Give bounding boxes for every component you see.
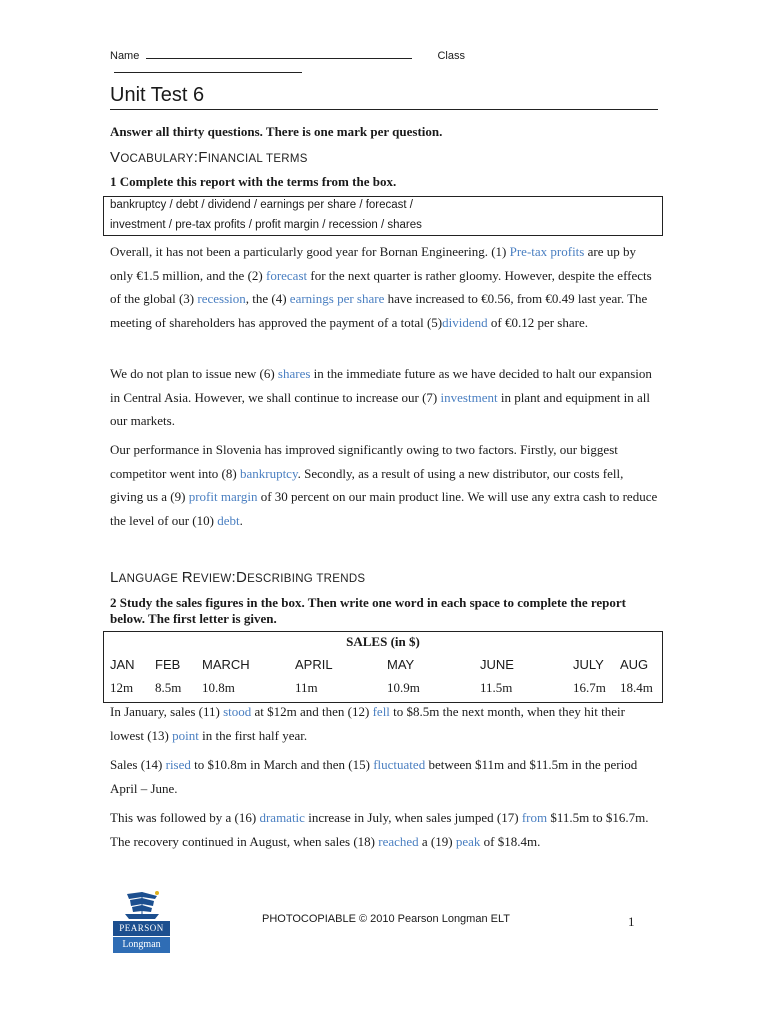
answer-3[interactable]: recession	[197, 291, 246, 306]
name-label: Name	[110, 50, 140, 62]
section1-task: 1 Complete this report with the terms from the box.	[110, 174, 397, 189]
ship-icon	[113, 890, 170, 920]
section1-heading: VOCABULARY:FINANCIAL TERMS	[110, 149, 308, 166]
answer-10[interactable]: debt	[217, 512, 240, 528]
sales-months-row	[110, 653, 658, 676]
logo-pearson-word: PEARSON	[113, 921, 170, 936]
sales-values-row	[110, 676, 658, 699]
report-paragraph-1: Overall, it has not been a particularly good year for Bornan Engineering. (1) Pre-tax profits are up by only €1.5 million, and the (2) forecast for the next quarter is rather gloomy. However, despite the effects of the global (3) recession, the (4) earnings per share have increased to €0.56, from €0.49 last year. The meeting of shareholders has approved the payment of a total (5)dividend of €0.12 per share.	[110, 244, 652, 330]
value-cell: 11.5m	[480, 679, 513, 695]
month-cell: JULY	[573, 657, 604, 672]
section2-task: 2 Study the sales figures in the box. Then write one word in each space to complete the report below. The first letter is given.	[110, 595, 627, 626]
trend-paragraph-1: In January, sales (11) stood at $12m and then (12) fell to $8.5m the next month, when they hit their lowest (13) point in the first half year.	[110, 704, 625, 743]
answer-13[interactable]: point	[172, 727, 199, 743]
month-cell: MAY	[387, 657, 415, 672]
month-cell: MARCH	[202, 657, 250, 672]
answer-2[interactable]: forecast	[265, 267, 308, 283]
answer-5[interactable]: dividend	[442, 314, 488, 330]
report-paragraph-3: Our performance in Slovenia has improved significantly owing to two factors. Firstly, our biggest competitor went into (8) bankruptcy. Secondly, as a result of using a new distributor, our costs fell, giving us a (9) profit margin of 30 percent on our main product line. We will use any extra cash to reduce the level of our (10) debt.	[110, 442, 658, 528]
sales-table-title: SALES (in $)	[346, 634, 420, 649]
name-field[interactable]	[146, 48, 412, 59]
value-cell: 10.8m	[202, 679, 235, 695]
answer-18[interactable]: reached	[378, 833, 419, 849]
answer-19[interactable]: peak	[455, 833, 481, 849]
trend-paragraph-2: Sales (14) rised to $10.8m in March and then (15) fluctuated between $11m and $11.5m in the period April – June.	[110, 757, 638, 796]
month-cell: JUNE	[480, 657, 514, 672]
title-rule	[110, 109, 658, 110]
class-field[interactable]	[114, 62, 302, 73]
logo-longman-word: Longman	[113, 937, 170, 953]
pearson-longman-logo	[113, 890, 170, 954]
instructions: Answer all thirty questions. There is one mark per question.	[110, 124, 443, 139]
copyright-notice: PHOTOCOPIABLE © 2010 Pearson Longman ELT	[262, 913, 510, 925]
month-cell: AUG	[620, 657, 649, 672]
trend-paragraph-3: This was followed by a (16) dramatic increase in July, when sales jumped (17) from $11.5m to $16.7m. The recovery continued in August, when sales (18) reached a (19) peak of $18.4m.	[110, 810, 649, 849]
value-cell: 18.4m	[620, 679, 653, 695]
page-title: Unit Test 6	[110, 84, 205, 106]
report-paragraph-2: We do not plan to issue new (6) shares in the immediate future as we have decided to halt our expansion in Central Asia. However, we shall continue to increase our (7) investment in plant and equipment in all our markets.	[110, 366, 652, 428]
answer-6[interactable]: shares	[277, 366, 311, 381]
value-cell: 11m	[295, 679, 318, 695]
answer-4[interactable]: earnings per share	[289, 291, 385, 306]
month-cell: FEB	[155, 657, 181, 672]
section2-heading: LANGUAGE REVIEW:DESCRIBING TRENDS	[110, 569, 366, 586]
sales-table	[110, 653, 658, 699]
value-cell: 16.7m	[573, 679, 606, 695]
value-cell: 8.5m	[155, 679, 182, 695]
word-box-line-2: investment / pre-tax profits / profit margin / recession / shares	[110, 219, 422, 231]
answer-1[interactable]: Pre-tax profits	[509, 244, 585, 259]
answer-15[interactable]: fluctuated	[373, 757, 426, 772]
value-cell: 10.9m	[387, 679, 420, 695]
page-number: 1	[628, 914, 635, 929]
answer-17[interactable]: from	[521, 810, 548, 825]
name-class-header	[110, 48, 658, 76]
answer-14[interactable]: rised	[165, 757, 191, 772]
answer-16[interactable]: dramatic	[259, 810, 305, 825]
answer-7[interactable]: investment	[440, 389, 498, 405]
class-label: Class	[437, 50, 465, 62]
answer-11[interactable]: stood	[223, 704, 252, 719]
word-box-line-1: bankruptcy / debt / dividend / earnings per share / forecast /	[110, 199, 414, 211]
answer-12[interactable]: fell	[372, 704, 390, 719]
answer-8[interactable]: bankruptcy	[239, 465, 298, 481]
answer-9[interactable]: profit margin	[188, 489, 258, 504]
month-cell: APRIL	[295, 657, 333, 672]
month-cell: JAN	[110, 657, 135, 672]
value-cell: 12m	[110, 679, 134, 695]
